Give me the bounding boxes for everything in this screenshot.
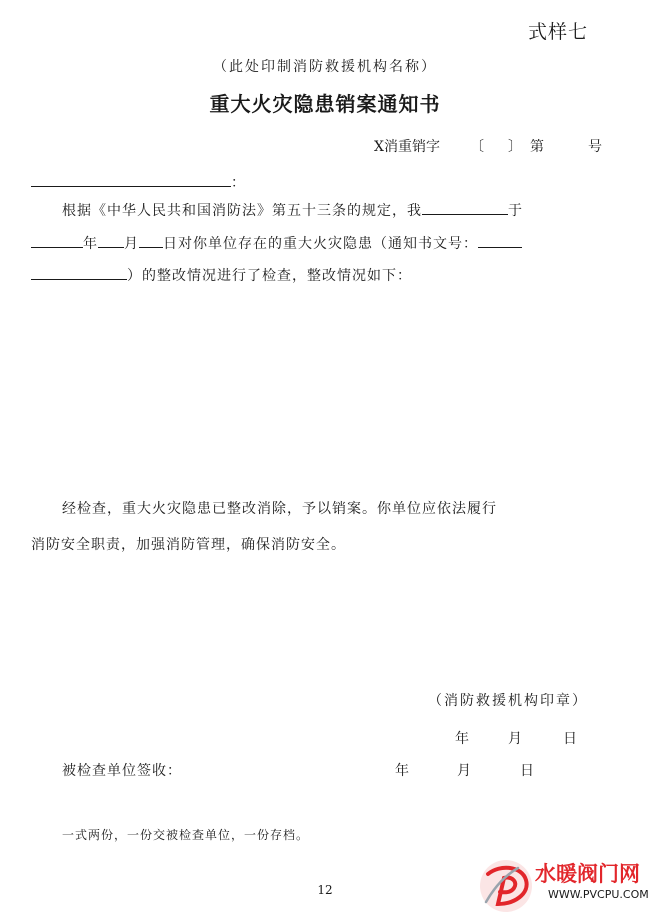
document-title: 重大火灾隐患销案通知书 xyxy=(209,92,441,116)
day-blank xyxy=(139,233,163,248)
issue-date-year: 年 xyxy=(455,731,469,747)
recipient-signature-label: 被检查单位签收： xyxy=(62,763,182,779)
doc-number-bracket-close: 〕 xyxy=(508,139,522,155)
paragraph2-line1: 经检查，重大火灾隐患已整改消除，予以销案。你单位应依法履行 xyxy=(62,501,497,517)
month-blank xyxy=(98,233,124,248)
issue-date-month: 月 xyxy=(508,731,522,747)
paragraph1-text-yu: 于 xyxy=(508,203,523,219)
notice-number-blank xyxy=(478,233,522,248)
watermark-brand: 水暖阀门网 xyxy=(535,862,640,886)
month-label: 月 xyxy=(124,236,139,252)
unit-blank xyxy=(422,200,508,215)
paragraph1-text-c: ）的整改情况进行了检查，整改情况如下： xyxy=(127,268,412,284)
paragraph1-line3 xyxy=(31,265,412,285)
paragraph1-text-b: 日对你单位存在的重大火灾隐患（通知书文号： xyxy=(163,236,478,252)
year-blank xyxy=(31,233,83,248)
addressee-line xyxy=(31,172,245,192)
notice-number-blank-cont xyxy=(31,265,127,280)
form-style-label: 式样七 xyxy=(528,21,589,43)
addressee-blank xyxy=(31,172,231,187)
receipt-date-month: 月 xyxy=(457,763,471,779)
agency-name-placeholder: （此处印制消防救援机构名称） xyxy=(213,59,437,75)
page-number: 12 xyxy=(317,883,333,897)
receipt-date-year: 年 xyxy=(395,763,409,779)
paragraph1-line2 xyxy=(31,233,522,253)
paragraph2-line2: 消防安全职责，加强消防管理，确保消防安全。 xyxy=(31,537,346,553)
doc-number-bracket-open: 〔 xyxy=(470,139,484,155)
doc-number-hao: 号 xyxy=(588,139,602,155)
watermark-url: WWW.PVCPU.COM xyxy=(548,888,649,901)
receipt-date-day: 日 xyxy=(520,763,534,779)
paragraph1-text-a: 根据《中华人民共和国消防法》第五十三条的规定，我 xyxy=(62,203,422,219)
seal-placeholder: （消防救援机构印章） xyxy=(428,693,588,709)
watermark-logo-icon xyxy=(478,858,534,918)
doc-number-prefix: X消重销字 xyxy=(374,139,440,155)
year-label: 年 xyxy=(83,236,98,252)
paragraph1-line1 xyxy=(62,200,523,220)
issue-date-day: 日 xyxy=(563,731,577,747)
copies-footnote: 一式两份，一份交被检查单位，一份存档。 xyxy=(62,828,310,842)
addressee-colon: ： xyxy=(231,175,245,191)
doc-number-di: 第 xyxy=(530,139,544,155)
